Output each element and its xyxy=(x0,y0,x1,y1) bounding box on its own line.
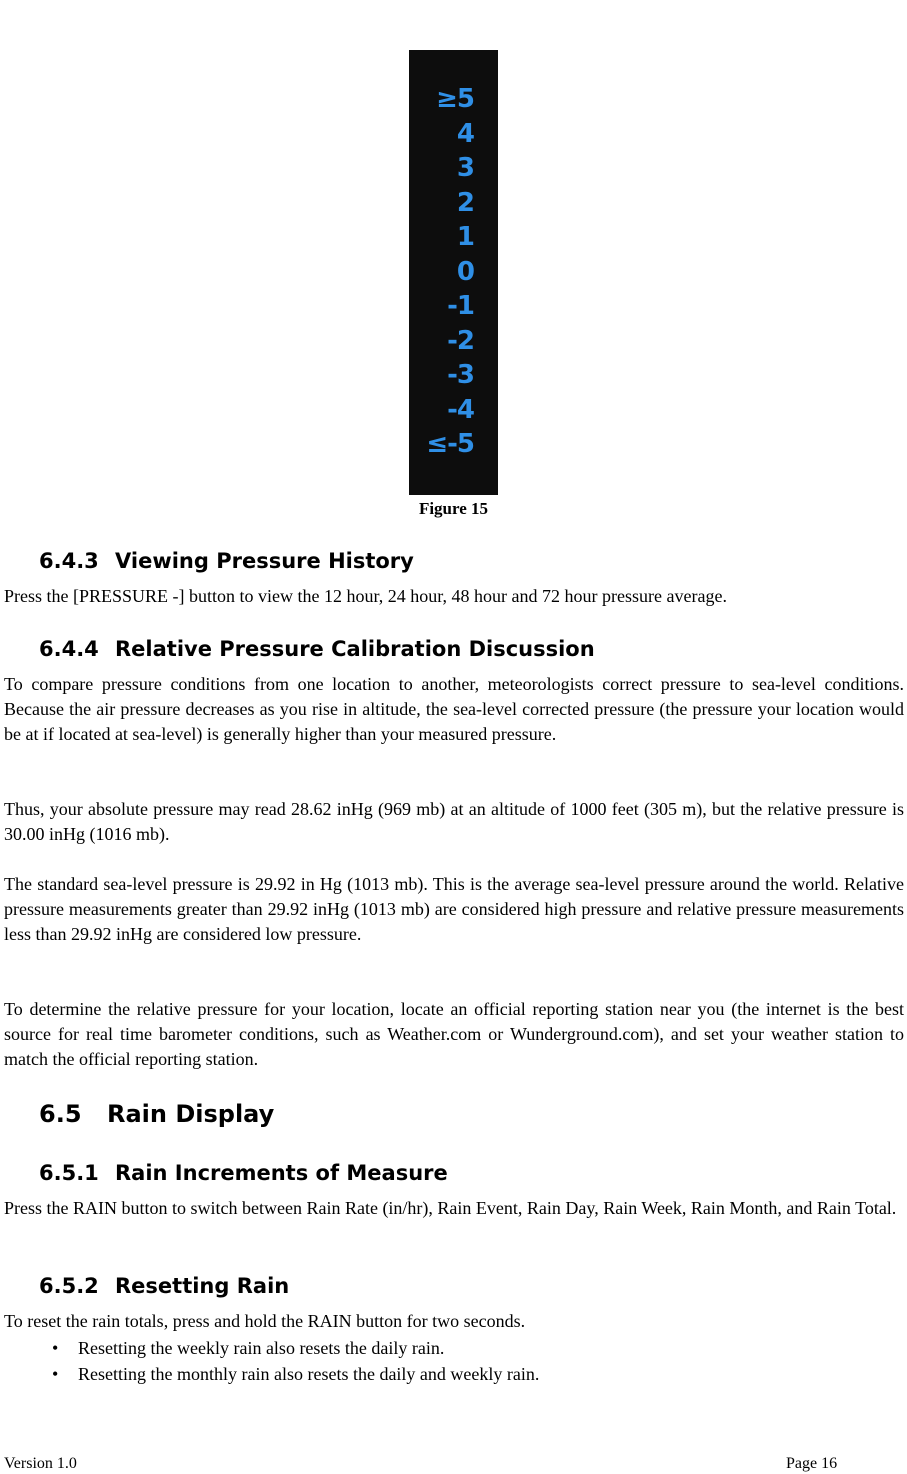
scale-label: 2 xyxy=(456,187,474,218)
section-heading-6-5-2 xyxy=(39,1273,289,1299)
scale-label: 0 xyxy=(456,256,474,287)
paragraph: Thus, your absolute pressure may read 28.62 inHg (969 mb) at an altitude of 1000 feet (305 m), but the relative pressure is 30.00 inHg (1016 mb). xyxy=(4,799,904,844)
section-title: Rain Increments of Measure xyxy=(115,1161,448,1185)
paragraph: To determine the relative pressure for your location, locate an official reporting station near you (the internet is the best source for real time barometer conditions, such as Weather.com or Wunderground.com), and set your weather station to match the official reporting station. xyxy=(4,999,904,1069)
section-number: 6.5.2 xyxy=(39,1274,99,1298)
paragraph: To reset the rain totals, press and hold the RAIN button for two seconds. xyxy=(4,1311,526,1331)
pressure-scale-figure xyxy=(409,50,498,495)
scale-label: 4 xyxy=(456,118,474,149)
scale-label: ≥5 xyxy=(436,84,474,114)
section-title: Relative Pressure Calibration Discussion xyxy=(115,637,595,661)
paragraph: Press the RAIN button to switch between Rain Rate (in/hr), Rain Event, Rain Day, Rain Week, Rain Month, and Rain Total. xyxy=(4,1198,897,1218)
list-item xyxy=(52,1335,892,1361)
figure-caption: Figure 15 xyxy=(418,499,489,518)
scale-label: 1 xyxy=(456,222,474,252)
section-heading-6-4-4 xyxy=(39,636,595,662)
scale-label: -3 xyxy=(447,360,474,390)
list-item xyxy=(52,1361,892,1387)
section-heading-6-4-3 xyxy=(39,548,414,574)
paragraph: To compare pressure conditions from one location to another, meteorologists correct pressure to sea-level conditions. Because the air pressure decreases as you rise in altitude, the sea-level corrected pressure (the pressure your location would be at if located at sea-level) is generally higher than your measured pressure. xyxy=(4,674,904,744)
section-number: 6.4.4 xyxy=(39,637,99,661)
scale-label: 3 xyxy=(456,153,474,183)
bullet-icon: • xyxy=(52,1338,59,1358)
scale-label: -4 xyxy=(447,394,474,425)
section-title: Viewing Pressure History xyxy=(115,549,414,573)
section-heading-6-5 xyxy=(39,1099,274,1129)
footer-page-number: Page 16 xyxy=(786,1455,838,1472)
bullet-list xyxy=(52,1335,892,1387)
list-item-text: Resetting the monthly rain also resets the daily and weekly rain. xyxy=(78,1364,540,1384)
section-title: Rain Display xyxy=(107,1100,275,1128)
list-item-text: Resetting the weekly rain also resets the daily rain. xyxy=(78,1338,445,1358)
footer-version: Version 1.0 xyxy=(4,1455,77,1472)
section-title: Resetting Rain xyxy=(115,1274,290,1298)
section-heading-6-5-1 xyxy=(39,1160,448,1186)
paragraph: Press the [PRESSURE -] button to view the 12 hour, 24 hour, 48 hour and 72 hour pressure average. xyxy=(4,586,727,606)
paragraph: The standard sea-level pressure is 29.92 in Hg (1013 mb). This is the average sea-level pressure around the world. Relative pressure measurements greater than 29.92 inHg (1013 mb) are considered high pressure and relative pressure measurements less than 29.92 inHg are considered low pressure. xyxy=(4,874,904,944)
section-number: 6.5 xyxy=(39,1100,82,1128)
scale-label: -1 xyxy=(447,291,474,321)
scale-label: ≤-5 xyxy=(426,429,474,459)
scale-label: -2 xyxy=(447,325,474,356)
bullet-icon: • xyxy=(52,1364,59,1384)
section-number: 6.4.3 xyxy=(39,549,99,573)
pressure-scale-labels xyxy=(426,82,474,462)
section-number: 6.5.1 xyxy=(39,1161,99,1185)
